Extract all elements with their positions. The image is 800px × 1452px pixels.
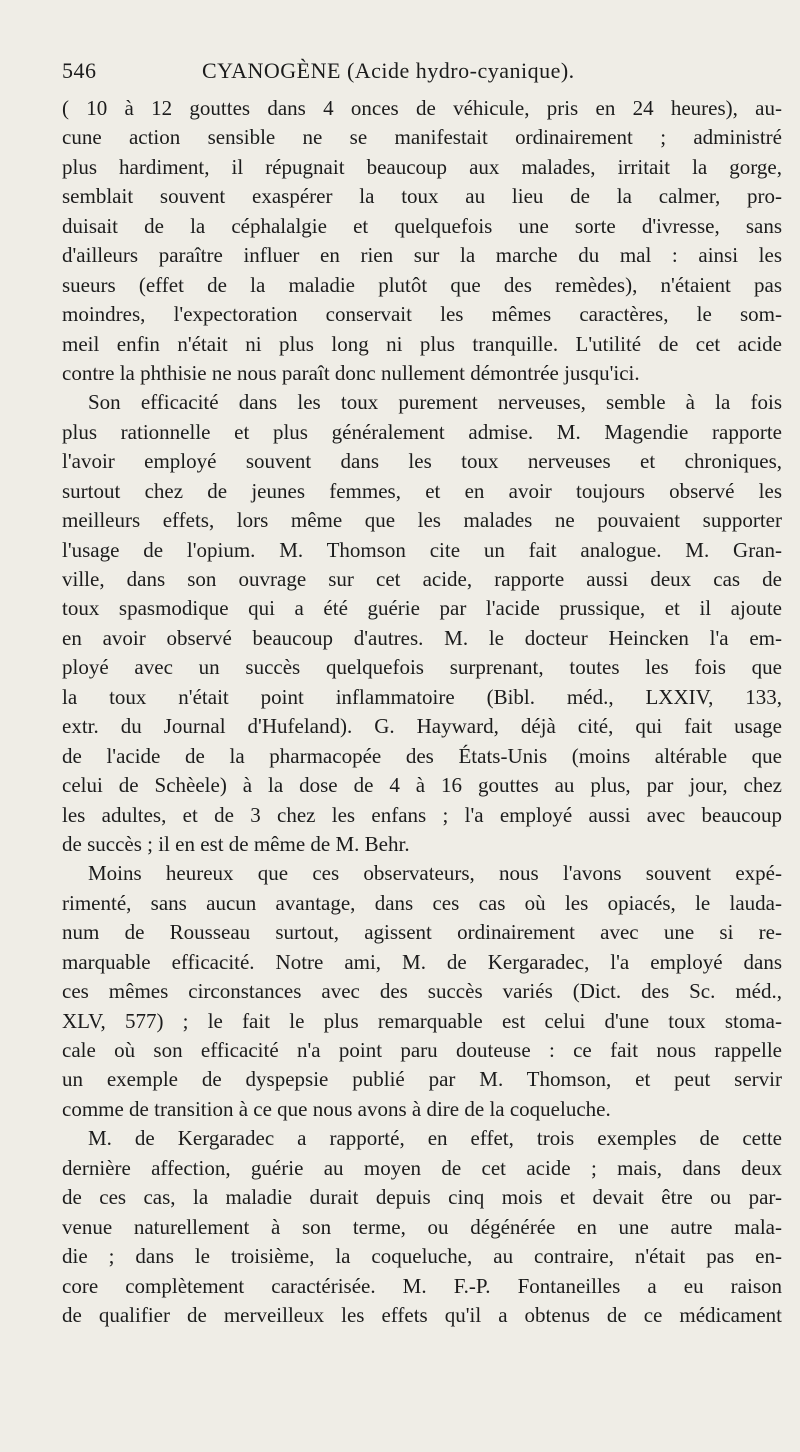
text-line: les adultes, et de 3 chez les enfans ; l'a employé aussi avec beaucoup <box>62 802 782 827</box>
text-line: ( 10 à 12 gouttes dans 4 onces de véhicule, pris en 24 heures), au- <box>62 96 782 120</box>
text-line: toux spasmodique qui a été guérie par l'acide prussique, et il ajoute <box>62 596 782 621</box>
text-line: meilleurs effets, lors même que les malades ne pouvaient supporter <box>62 508 782 533</box>
text-line: contre la phthisie ne nous paraît donc nullement démontrée jusqu'ici. <box>62 360 640 385</box>
text-line: semblait souvent exaspérer la toux au lieu de la calmer, pro- <box>62 184 782 209</box>
text-line: venue naturellement à son terme, ou dégénérée en une autre mala- <box>62 1214 782 1239</box>
text-line: num de Rousseau surtout, agissent ordinairement avec une si re- <box>62 920 782 945</box>
text-line: ville, dans son ouvrage sur cet acide, rapporte aussi deux cas de <box>62 567 782 591</box>
text-line: marquable efficacité. Notre ami, M. de Kergaradec, l'a employé dans <box>62 949 782 974</box>
text-line: la toux n'était point inflammatoire (Bibl. méd., LXXIV, 133, <box>62 684 782 709</box>
text-line: en avoir observé beaucoup d'autres. M. le docteur Heincken l'a em- <box>62 625 782 650</box>
text-line: comme de transition à ce que nous avons à dire de la coqueluche. <box>62 1096 611 1121</box>
text-line: de succès ; il en est de même de M. Behr. <box>62 831 410 856</box>
text-line: ces mêmes circonstances avec des succès variés (Dict. des Sc. méd., <box>62 979 782 1004</box>
text-line: die ; dans le troisième, la coqueluche, au contraire, n'était pas en- <box>62 1244 782 1269</box>
text-line: M. de Kergaradec a rapporté, en effet, trois exemples de cette <box>88 1126 782 1151</box>
page-header <box>62 58 782 88</box>
text-line: de l'acide de la pharmacopée des États-Unis (moins altérable que <box>62 743 782 768</box>
text-line: cale où son efficacité n'a point paru douteuse : ce fait nous rappelle <box>62 1038 782 1062</box>
text-line: plus hardiment, il répugnait beaucoup aux malades, irritait la gorge, <box>62 154 782 179</box>
page-number: 546 <box>62 58 97 83</box>
text-line: sueurs (effet de la maladie plutôt que des remèdes), n'étaient pas <box>62 272 782 297</box>
text-line: meil enfin n'était ni plus long ni plus tranquille. L'utilité de cet acide <box>62 331 782 356</box>
text-line: core complètement caractérisée. M. F.-P. Fontaneilles a eu raison <box>62 1273 782 1298</box>
text-line: l'avoir employé souvent dans les toux nerveuses et chroniques, <box>62 449 782 474</box>
text-line: surtout chez de jeunes femmes, et en avoir toujours observé les <box>62 478 782 503</box>
text-line: rimenté, sans aucun avantage, dans ces cas où les opiacés, le lauda- <box>62 890 782 915</box>
body-text <box>62 94 782 1330</box>
text-line: moindres, l'expectoration conservait les mêmes caractères, le som- <box>62 302 782 327</box>
text-line: XLV, 577) ; le fait le plus remarquable est celui d'une toux stoma- <box>62 1008 782 1033</box>
text-line: duisait de la céphalalgie et quelquefois une sorte d'ivresse, sans <box>62 213 782 238</box>
text-line: dernière affection, guérie au moyen de cet acide ; mais, dans deux <box>62 1155 782 1180</box>
text-line: Moins heureux que ces observateurs, nous l'avons souvent expé- <box>88 861 782 886</box>
text-line: extr. du Journal d'Hufeland). G. Hayward, déjà cité, qui fait usage <box>62 714 782 739</box>
text-line: de qualifier de merveilleux les effets qu'il a obtenus de ce médicament <box>62 1302 782 1327</box>
text-line: ployé avec un succès quelquefois surprenant, toutes les fois que <box>62 655 782 680</box>
text-line: cune action sensible ne se manifestait ordinairement ; administré <box>62 125 782 150</box>
text-line: celui de Schèele) à la dose de 4 à 16 gouttes au plus, par jour, chez <box>62 773 782 798</box>
text-line: un exemple de dyspepsie publié par M. Thomson, et peut servir <box>62 1067 782 1092</box>
running-title: CYANOGÈNE (Acide hydro-cyanique). <box>202 58 575 83</box>
text-line: d'ailleurs paraître influer en rien sur la marche du mal : ainsi les <box>62 243 782 268</box>
text-line: plus rationnelle et plus généralement admise. M. Magendie rapporte <box>62 419 782 444</box>
text-line: de ces cas, la maladie durait depuis cinq mois et devait être ou par- <box>62 1185 782 1210</box>
text-line: l'usage de l'opium. M. Thomson cite un fait analogue. M. Gran- <box>62 537 782 562</box>
text-line: Son efficacité dans les toux purement nerveuses, semble à la fois <box>88 390 782 415</box>
